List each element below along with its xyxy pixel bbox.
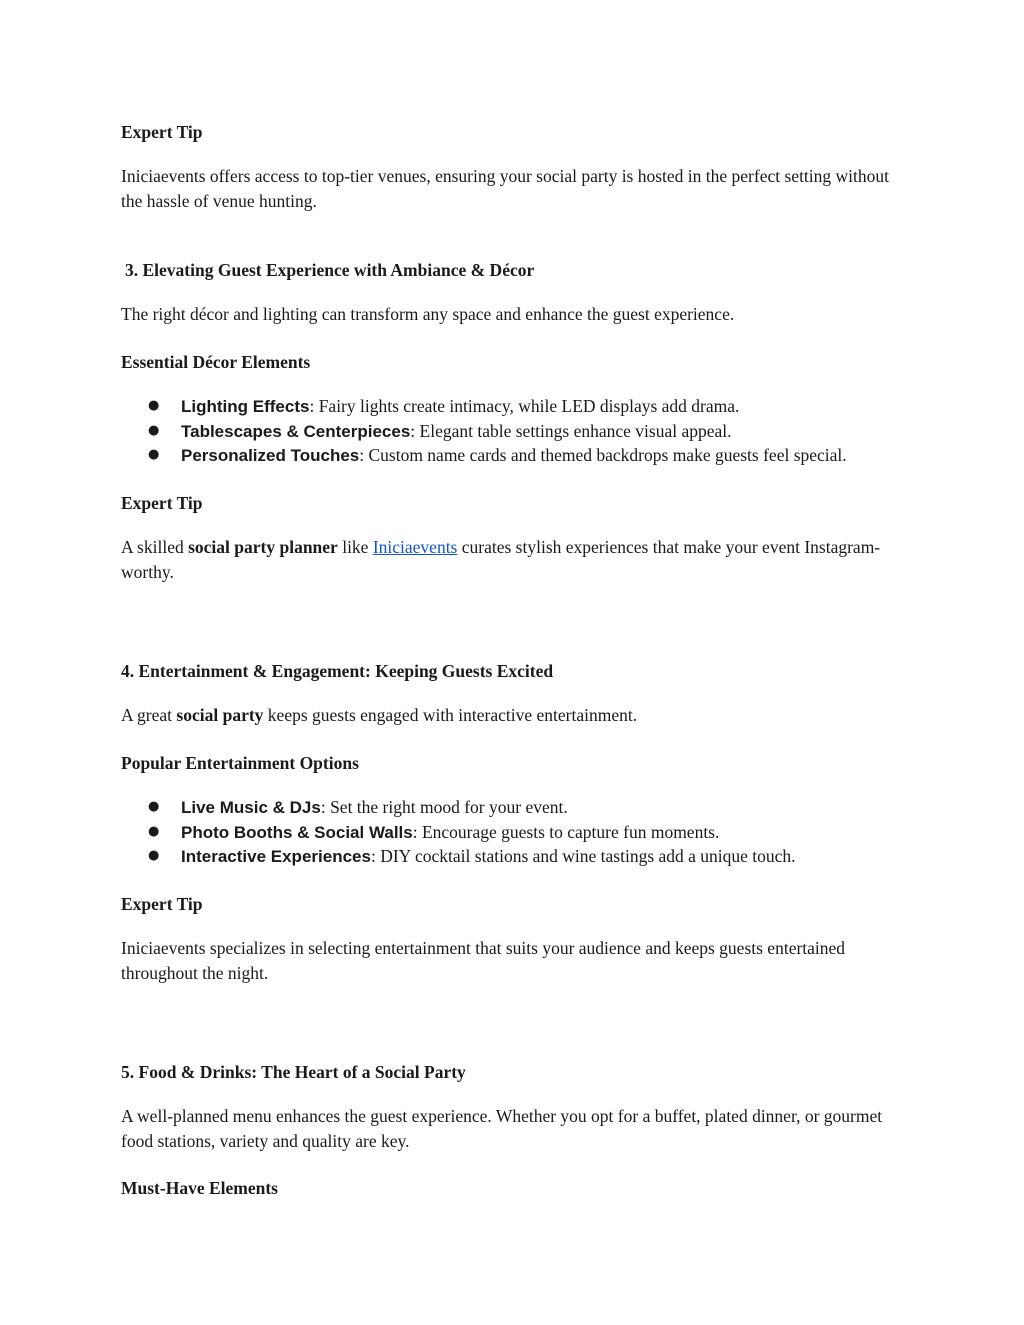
intro-text-part: keeps guests engaged with interactive entertainment.	[263, 705, 638, 725]
tip-text-part: like	[337, 537, 373, 557]
decor-elements-list	[121, 394, 901, 468]
list-item-desc: : Encourage guests to capture fun moments.	[412, 821, 720, 842]
bullet-icon: ●	[148, 447, 160, 462]
must-have-elements-heading: Must-Have Elements	[121, 1178, 278, 1198]
section-3-heading: 3. Elevating Guest Experience with Ambiance & Décor	[125, 260, 535, 280]
list-item-term: Tablescapes & Centerpieces	[181, 421, 411, 441]
bullet-icon: ●	[148, 848, 160, 863]
list-item-desc: : Fairy lights create intimacy, while LED displays add drama.	[309, 396, 740, 416]
bullet-icon: ●	[148, 799, 160, 814]
expert-tip-text	[121, 535, 901, 584]
list-item	[121, 419, 901, 444]
intro-bold-text: social party	[176, 705, 264, 725]
entertainment-options-heading: Popular Entertainment Options	[121, 753, 359, 773]
expert-tip-heading: Expert Tip	[121, 493, 203, 513]
decor-elements-heading: Essential Décor Elements	[121, 352, 311, 372]
section-4-heading: 4. Entertainment & Engagement: Keeping Guests Excited	[121, 661, 554, 681]
list-item	[121, 394, 901, 419]
list-item-desc: : Set the right mood for your event.	[320, 797, 568, 817]
bullet-icon: ●	[148, 398, 160, 413]
list-item-term: Personalized Touches	[181, 446, 360, 465]
section-4-intro	[121, 703, 901, 728]
list-item	[121, 844, 901, 869]
expert-tip-heading: Expert Tip	[121, 122, 203, 142]
iniciaevents-link[interactable]: Iniciaevents	[372, 537, 458, 557]
intro-text-part: A great	[121, 705, 177, 725]
entertainment-options-list	[121, 795, 901, 869]
section-5-intro: A well-planned menu enhances the guest experience. Whether you opt for a buffet, plated dinner, or gourmet food stations, variety and quality are key.	[121, 1106, 883, 1151]
list-item	[121, 443, 901, 468]
expert-tip-text: Iniciaevents specializes in selecting entertainment that suits your audience and keeps guests entertained throughout the night.	[121, 938, 846, 983]
section-5-heading: 5. Food & Drinks: The Heart of a Social Party	[121, 1062, 466, 1082]
list-item-term: Lighting Effects	[181, 397, 310, 416]
list-item-term: Photo Booths & Social Walls	[181, 822, 413, 842]
list-item-desc: : Custom name cards and themed backdrops make guests feel special.	[359, 445, 847, 465]
bullet-icon: ●	[148, 823, 160, 839]
list-item	[121, 820, 901, 845]
tip-text-part: curates stylish experiences that make your event Instagram-worthy.	[121, 537, 881, 582]
list-item-term: Live Music & DJs	[181, 798, 321, 817]
bullet-icon: ●	[148, 422, 160, 438]
tip-bold-text: social party planner	[188, 537, 338, 557]
list-item-term: Interactive Experiences	[181, 847, 371, 866]
list-item-desc: : DIY cocktail stations and wine tastings add a unique touch.	[370, 846, 796, 866]
section-3-intro: The right décor and lighting can transform any space and enhance the guest experience.	[121, 304, 735, 324]
expert-tip-heading: Expert Tip	[121, 894, 203, 914]
tip-text-part: A skilled	[121, 537, 189, 557]
expert-tip-text: Iniciaevents offers access to top-tier venues, ensuring your social party is hosted in the perfect setting without the hassle of venue hunting.	[121, 166, 890, 211]
list-item	[121, 795, 901, 820]
list-item-desc: : Elegant table settings enhance visual appeal.	[410, 420, 732, 441]
